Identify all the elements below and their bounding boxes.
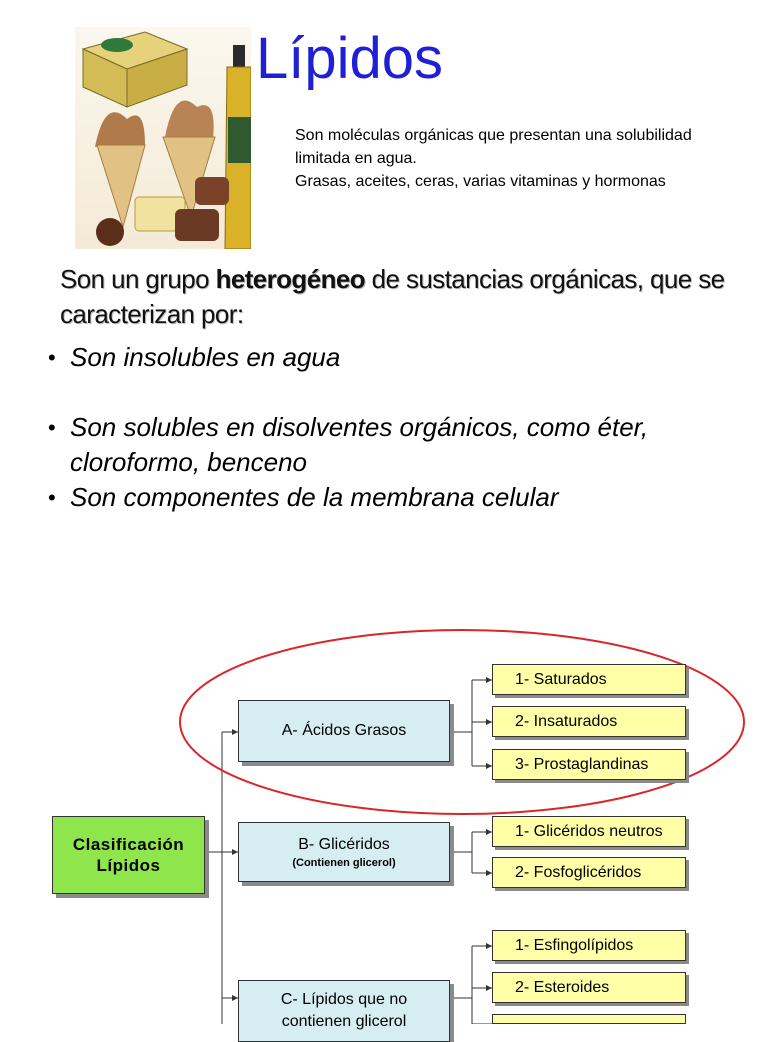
item-node [492, 816, 686, 847]
item-node [492, 930, 686, 961]
properties-list [48, 340, 748, 515]
category-label: B- Glicéridos [298, 835, 390, 853]
intro-start: Son un grupo [60, 264, 216, 294]
item-node [492, 664, 686, 695]
item-label: 1- Esfingolípidos [515, 936, 634, 954]
page-title: Lípidos [256, 26, 444, 91]
item-node [492, 972, 686, 1003]
category-a-node [238, 700, 450, 762]
examples-line: Grasas, aceites, ceras, varias vitaminas y hormonas [295, 173, 666, 190]
item-label: 1- Saturados [515, 670, 607, 688]
item-node [492, 1014, 686, 1024]
definition-line: Son moléculas orgánicas que presentan una solubilidad limitada en agua. [295, 127, 692, 167]
category-label: C- Lípidos que no contienen glicerol [280, 991, 408, 1030]
definition-text [295, 124, 715, 193]
root-label: Clasificación Lípidos [72, 835, 185, 875]
category-label: A- Ácidos Grasos [281, 722, 407, 739]
item-label: 2- Fosfoglicéridos [515, 863, 642, 881]
property-item: • Son solubles en disolventes orgánicos, como éter, cloroformo, benceno [48, 410, 748, 480]
root-node [52, 816, 205, 894]
item-node [492, 706, 686, 737]
item-node [492, 857, 686, 888]
foods-illustration [75, 27, 251, 249]
item-label: 2- Insaturados [515, 712, 618, 730]
intro-statement [60, 262, 750, 332]
category-b-node [238, 822, 450, 882]
intro-end: de sustancias orgánicas, que se caracterizan por: [60, 264, 725, 329]
lipid-foods-image [75, 27, 251, 249]
item-label: 2- Esteroides [515, 978, 610, 996]
item-label: 3- Prostaglandinas [515, 755, 649, 773]
item-label: 1- Glicéridos neutros [515, 822, 663, 840]
item-node [492, 749, 686, 780]
intro-bold-word: heterogéneo [215, 264, 365, 294]
property-item: • Son insolubles en agua [48, 340, 748, 375]
property-item: • Son componentes de la membrana celular [48, 480, 748, 515]
category-note: (Contienen glicerol) [292, 856, 396, 869]
category-c-node [238, 980, 450, 1042]
classification-diagram [0, 600, 768, 1030]
